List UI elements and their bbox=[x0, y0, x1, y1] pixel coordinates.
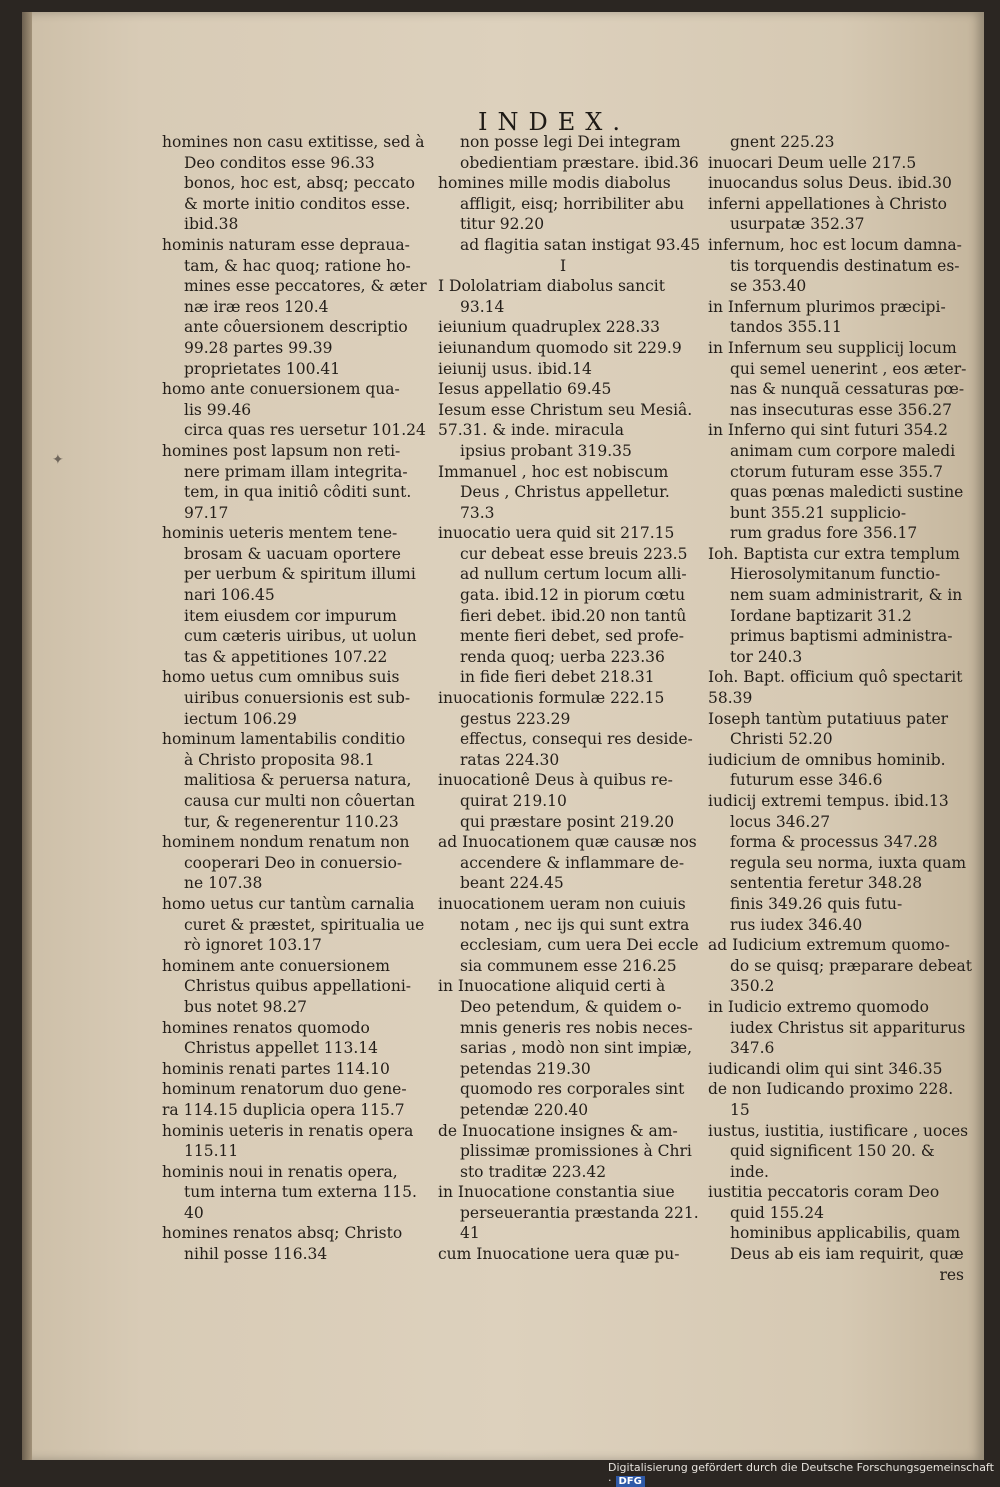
index-entry-line: do se quisq; præparare debeat bbox=[730, 956, 973, 975]
index-entry-line: hominis naturam esse deprauа- bbox=[162, 235, 410, 254]
index-entry-line: rum gradus fore 356.17 bbox=[730, 524, 918, 543]
index-entry-line: plissimæ promissiones à Chri bbox=[460, 1142, 692, 1161]
index-entry-line: de Inuocatione insignes & am- bbox=[438, 1121, 678, 1140]
index-entry-line: 350.2 bbox=[730, 977, 775, 996]
index-entry-line: 41 bbox=[460, 1224, 480, 1243]
index-entry-line: se 353.40 bbox=[730, 277, 807, 296]
index-entry-line: I Dololatriam diabolus sancit bbox=[438, 277, 665, 296]
book-spine bbox=[22, 12, 32, 1460]
index-entry-line: Deus , Christus appelletur. bbox=[460, 483, 670, 502]
index-entry-line: tur, & regenerentur 110.23 bbox=[184, 812, 399, 831]
index-entry-line: beant 224.45 bbox=[460, 874, 564, 893]
footer-credit bbox=[608, 1461, 1000, 1487]
index-entry-line: tandos 355.11 bbox=[730, 318, 842, 337]
index-entry-line: 57.31. & inde. miracula bbox=[438, 421, 625, 440]
index-entry-line: 93.14 bbox=[460, 297, 505, 316]
index-entry-line: hominis renati partes 114.10 bbox=[162, 1059, 390, 1078]
index-entry-line: fieri debet. ibid.20 non tantû bbox=[460, 606, 687, 625]
index-entry-line: bus notet 98.27 bbox=[184, 997, 308, 1016]
index-entry-line: næ iræ reos 120.4 bbox=[184, 297, 329, 316]
index-entry-line: iudex Christus sit appariturus bbox=[730, 1018, 966, 1037]
index-entry-line: ratas 224.30 bbox=[460, 750, 560, 769]
dfg-logo: DFG bbox=[616, 1476, 645, 1487]
index-entry-line: ad nullum certum locum alli- bbox=[460, 565, 687, 584]
index-entry-line: ad Iudicium extremum quomo- bbox=[708, 936, 950, 955]
index-entry-line: homo uetus cum omnibus suis bbox=[162, 668, 400, 687]
index-entry-line: petendæ 220.40 bbox=[460, 1100, 589, 1119]
index-entry-line: infernum, hoc est locum damna- bbox=[708, 235, 962, 254]
index-entry-line: in Inferno qui sint futuri 354.2 bbox=[708, 421, 948, 440]
index-entry-line: iudicandi olim qui sint 346.35 bbox=[708, 1059, 943, 1078]
index-entry-line: ipsius probant 319.35 bbox=[460, 441, 632, 460]
index-entry-line: nari 106.45 bbox=[184, 586, 275, 605]
index-entry-line: petendas 219.30 bbox=[460, 1059, 591, 1078]
index-entry-line: gestus 223.29 bbox=[460, 709, 571, 728]
index-entry-line: ad flagitia satan instigat 93.45 bbox=[460, 235, 701, 254]
index-entry-line: sia communem esse 216.25 bbox=[460, 956, 677, 975]
index-entry-line: quas pœnas maledicti sustine bbox=[730, 483, 964, 502]
index-entry-line: forma & processus 347.28 bbox=[730, 833, 938, 852]
index-entry-line: brosam & uacuam oportere bbox=[184, 544, 401, 563]
index-entry-line: bonos, hoc est, absq; peccato bbox=[184, 174, 415, 193]
index-entry-line: Christus appellet 113.14 bbox=[184, 1039, 378, 1058]
index-entry-line: hominis ueteris in renatis opera bbox=[162, 1121, 414, 1140]
index-entry-line: malitiosa & peruersa natura, bbox=[184, 771, 412, 790]
index-entry-line: nihil posse 116.34 bbox=[184, 1245, 328, 1264]
index-entry-line: de non Iudicando proximo 228. bbox=[708, 1080, 954, 1099]
index-entry-line: iustus, iustitia, iustificare , uoces bbox=[708, 1121, 969, 1140]
index-column-2 bbox=[438, 132, 701, 1265]
index-entry-line: homines non casu extitisse, sed à bbox=[162, 133, 425, 151]
index-entry-line: quirat 219.10 bbox=[460, 792, 567, 810]
index-entry-line: ecclesiam, cum uera Dei eccle bbox=[460, 936, 699, 955]
index-entry-line: hominis noui in renatis opera, bbox=[162, 1162, 398, 1181]
index-entry-line: in Inuocatione constantia siue bbox=[438, 1183, 675, 1202]
index-entry-line: quid 155.24 bbox=[730, 1203, 824, 1222]
index-entry-line: causa cur multi non côuertan bbox=[184, 792, 416, 810]
index-entry-line: nas & nunquã cessaturas pœ- bbox=[730, 380, 965, 399]
index-entry-line: rus iudex 346.40 bbox=[730, 915, 863, 934]
index-entry-line: ieiunium quadruplex 228.33 bbox=[438, 318, 661, 337]
index-entry-line: ne 107.38 bbox=[184, 874, 263, 893]
index-entry-line: Ioseph tantùm putatiuus pater bbox=[708, 709, 949, 728]
index-entry-line: cum Inuocatione uera quæ pu- bbox=[438, 1245, 680, 1264]
index-entry-line: homines mille modis diabolus bbox=[438, 174, 671, 193]
footer-text: Digitalisierung gefördert durch die Deutsche Forschungsgemeinschaft · bbox=[608, 1461, 994, 1487]
index-entry-line: & morte initio conditos esse. bbox=[184, 194, 411, 213]
index-entry-line: tas & appetitiones 107.22 bbox=[184, 647, 388, 666]
index-entry-line: in Iudicio extremo quomodo bbox=[708, 997, 929, 1016]
index-entry-line: lis 99.46 bbox=[184, 400, 252, 419]
index-entry-line: per uerbum & spiritum illumi bbox=[184, 565, 416, 584]
index-entry-line: homo uetus cur tantùm carnalia bbox=[162, 894, 415, 913]
index-column-1 bbox=[162, 132, 427, 1265]
index-entry-line: inuocari Deum uelle 217.5 bbox=[708, 153, 917, 172]
index-entry-line: in Infernum seu supplicij locum bbox=[708, 338, 957, 357]
index-entry-line: 97.17 bbox=[184, 503, 229, 522]
index-entry-line: iudicium de omnibus hominib. bbox=[708, 750, 946, 769]
index-entry-line: inuocatio uera quid sit 217.15 bbox=[438, 524, 675, 543]
index-entry-line: iustitia peccatoris coram Deo bbox=[708, 1183, 940, 1202]
index-entry-line: homo ante conuersionem qua- bbox=[162, 380, 400, 399]
index-entry-line: tam, & hac quoq; ratione ho- bbox=[184, 256, 411, 275]
index-entry-line: inuocationem ueram non cuiuis bbox=[438, 894, 686, 913]
index-entry-line: 15 bbox=[730, 1100, 750, 1119]
index-entry-line: gnent 225.23 bbox=[730, 133, 835, 151]
index-entry-line: renda quoq; uerba 223.36 bbox=[460, 647, 665, 666]
index-entry-line: ieiunandum quomodo sit 229.9 bbox=[438, 338, 682, 357]
index-entry-line: locus 346.27 bbox=[730, 812, 831, 831]
index-entry-line: nem suam administrarit, & in bbox=[730, 586, 963, 605]
index-entry-line: hominem nondum renatum non bbox=[162, 833, 410, 852]
index-entry-line: à Christo proposita 98.1 bbox=[184, 750, 375, 769]
index-entry-line: Immanuel , hoc est nobiscum bbox=[438, 462, 669, 481]
index-entry-line: 73.3 bbox=[460, 503, 495, 522]
index-entry-line: hominum renatorum duo gene- bbox=[162, 1080, 407, 1099]
index-entry-line: inuocandus solus Deus. ibid.30 bbox=[708, 174, 952, 193]
index-entry-line: 115.11 bbox=[184, 1142, 239, 1161]
index-column-3 bbox=[708, 132, 973, 1285]
index-entry-line: hominem ante conuersionem bbox=[162, 956, 390, 975]
index-entry-line: hominis ueteris mentem tene- bbox=[162, 524, 398, 543]
index-entry-line: futurum esse 346.6 bbox=[730, 771, 883, 790]
index-entry-line: finis 349.26 quis futu- bbox=[730, 894, 903, 913]
index-entry-line: in Inuocatione aliquid certi à bbox=[438, 977, 666, 996]
index-entry-line: tor 240.3 bbox=[730, 647, 803, 666]
index-entry-line: mnis generis res nobis neces- bbox=[460, 1018, 693, 1037]
index-entry-line: Deo petendum, & quidem o- bbox=[460, 997, 682, 1016]
index-entry-line: uiribus conuersionis est sub- bbox=[184, 689, 411, 708]
index-entry-line: ante côuersionem descriptio bbox=[184, 318, 408, 337]
index-entry-line: Iordane baptizarit 31.2 bbox=[730, 606, 912, 625]
index-entry-line: inuocationê Deus à quibus re- bbox=[438, 771, 673, 790]
index-entry-line: animam cum corpore maledi bbox=[730, 441, 956, 460]
index-entry-line: Christi 52.20 bbox=[730, 730, 833, 749]
index-entry-line: 347.6 bbox=[730, 1039, 775, 1058]
index-entry-line: quomodo res corporales sint bbox=[460, 1080, 685, 1099]
index-entry-line: inferni appellationes à Christo bbox=[708, 194, 947, 213]
index-entry-line: ra 114.15 duplicia opera 115.7 bbox=[162, 1100, 405, 1119]
index-entry-line: ctorum futuram esse 355.7 bbox=[730, 462, 944, 481]
index-entry-line: sententia feretur 348.28 bbox=[730, 874, 923, 893]
index-entry-line: notam , nec ijs qui sunt extra bbox=[460, 915, 690, 934]
index-entry-line: iectum 106.29 bbox=[184, 709, 297, 728]
index-entry-line: perseuerantia præstanda 221. bbox=[460, 1203, 699, 1222]
index-entry-line: tem, in qua initiô côditi sunt. bbox=[184, 483, 412, 502]
index-entry-line: proprietates 100.41 bbox=[184, 359, 341, 378]
index-entry-line: Christus quibus appellationi- bbox=[184, 977, 412, 996]
index-entry-line: cum cæteris uiribus, ut uolun bbox=[184, 627, 417, 646]
index-entry-line: 58.39 bbox=[708, 689, 753, 708]
index-entry-line: mente fieri debet, sed profe- bbox=[460, 627, 685, 646]
index-entry-line: Iesum esse Christum seu Mesiâ. bbox=[438, 400, 693, 419]
index-entry-line: inuocationis formulæ 222.15 bbox=[438, 689, 665, 708]
index-entry-line: qui præstare posint 219.20 bbox=[460, 812, 675, 831]
index-entry-line: 40 bbox=[184, 1203, 204, 1222]
index-entry-line: curet & præstet, spiritualia ue bbox=[184, 915, 425, 934]
index-entry-line: rò ignoret 103.17 bbox=[184, 936, 322, 955]
index-entry-line: usurpatæ 352.37 bbox=[730, 215, 865, 234]
index-entry-line: ieiunij usus. ibid.14 bbox=[438, 359, 592, 378]
index-entry-line: homines renatos quomodo bbox=[162, 1018, 370, 1037]
index-entry-line: ad Inuocationem quæ causæ nos bbox=[438, 833, 697, 852]
index-entry-line: tis torquendis destinatum es- bbox=[730, 256, 960, 275]
index-entry-line: homines renatos absq; Christo bbox=[162, 1224, 403, 1243]
index-entry-line: affligit, eisq; horribiliter abu bbox=[460, 194, 685, 213]
page-title: INDEX. bbox=[478, 108, 630, 136]
index-entry-line: qui semel uenerint , eos æter- bbox=[730, 359, 967, 378]
index-entry-line: Ioh. Baptista cur extra templum bbox=[708, 544, 960, 563]
index-entry-line: I bbox=[559, 256, 567, 275]
index-entry-line: Hierosolymitanum functio- bbox=[730, 565, 941, 584]
index-entry-line: tum interna tum externa 115. bbox=[184, 1183, 417, 1202]
index-entry-line: hominum lamentabilis conditio bbox=[162, 730, 406, 749]
index-entry-line: bunt 355.21 supplicio- bbox=[730, 503, 907, 522]
index-entry-line: mines esse peccatores, & æter bbox=[184, 277, 427, 296]
index-entry-line: quid significent 150 20. & bbox=[730, 1142, 935, 1161]
index-entry-line: titur 92.20 bbox=[460, 215, 545, 234]
index-entry-line: cooperari Deo in conuersio- bbox=[184, 853, 403, 872]
margin-mark: ✦ bbox=[52, 452, 64, 468]
index-entry-line: item eiusdem cor impurum bbox=[184, 606, 397, 625]
index-entry-line: in Infernum plurimos præcipi- bbox=[708, 297, 946, 316]
index-entry-line: homines post lapsum non reti- bbox=[162, 441, 401, 460]
index-entry-line: effectus, consequi res deside- bbox=[460, 730, 693, 749]
index-entry-line: sto traditæ 223.42 bbox=[460, 1162, 607, 1181]
index-entry-line: obedientiam præstare. ibid.36 bbox=[460, 153, 699, 172]
index-entry-line: 99.28 partes 99.39 bbox=[184, 338, 333, 357]
index-entry-line: Deo conditos esse 96.33 bbox=[184, 153, 375, 172]
index-entry-line: Iesus appellatio 69.45 bbox=[438, 380, 612, 399]
index-entry-line: accendere & inflammare de- bbox=[460, 853, 685, 872]
index-entry-line: iudicij extremi tempus. ibid.13 bbox=[708, 792, 949, 810]
index-entry-line: Deus ab eis iam requirit, quæ bbox=[730, 1245, 964, 1264]
index-entry-line: Ioh. Bapt. officium quô spectarit bbox=[708, 668, 963, 687]
index-entry-line: non posse legi Dei integram bbox=[460, 133, 681, 151]
index-entry-line: res bbox=[939, 1265, 964, 1284]
index-entry-line: nere primam illam integrita- bbox=[184, 462, 408, 481]
index-entry-line: nas insecuturas esse 356.27 bbox=[730, 400, 952, 419]
index-entry-line: sarias , modò non sint impiæ, bbox=[460, 1039, 693, 1058]
index-entry-line: inde. bbox=[730, 1162, 769, 1181]
index-entry-line: gata. ibid.12 in piorum cœtu bbox=[460, 586, 686, 605]
index-entry-line: in fide fieri debet 218.31 bbox=[460, 668, 655, 687]
index-entry-line: circa quas res uersetur 101.24 bbox=[184, 421, 426, 440]
index-entry-line: regula seu norma, iuxta quam bbox=[730, 853, 967, 872]
index-entry-line: cur debeat esse breuis 223.5 bbox=[460, 544, 688, 563]
index-entry-line: hominibus applicabilis, quam bbox=[730, 1224, 961, 1243]
index-entry-line: primus baptismi administra- bbox=[730, 627, 953, 646]
index-entry-line: ibid.38 bbox=[184, 215, 239, 234]
